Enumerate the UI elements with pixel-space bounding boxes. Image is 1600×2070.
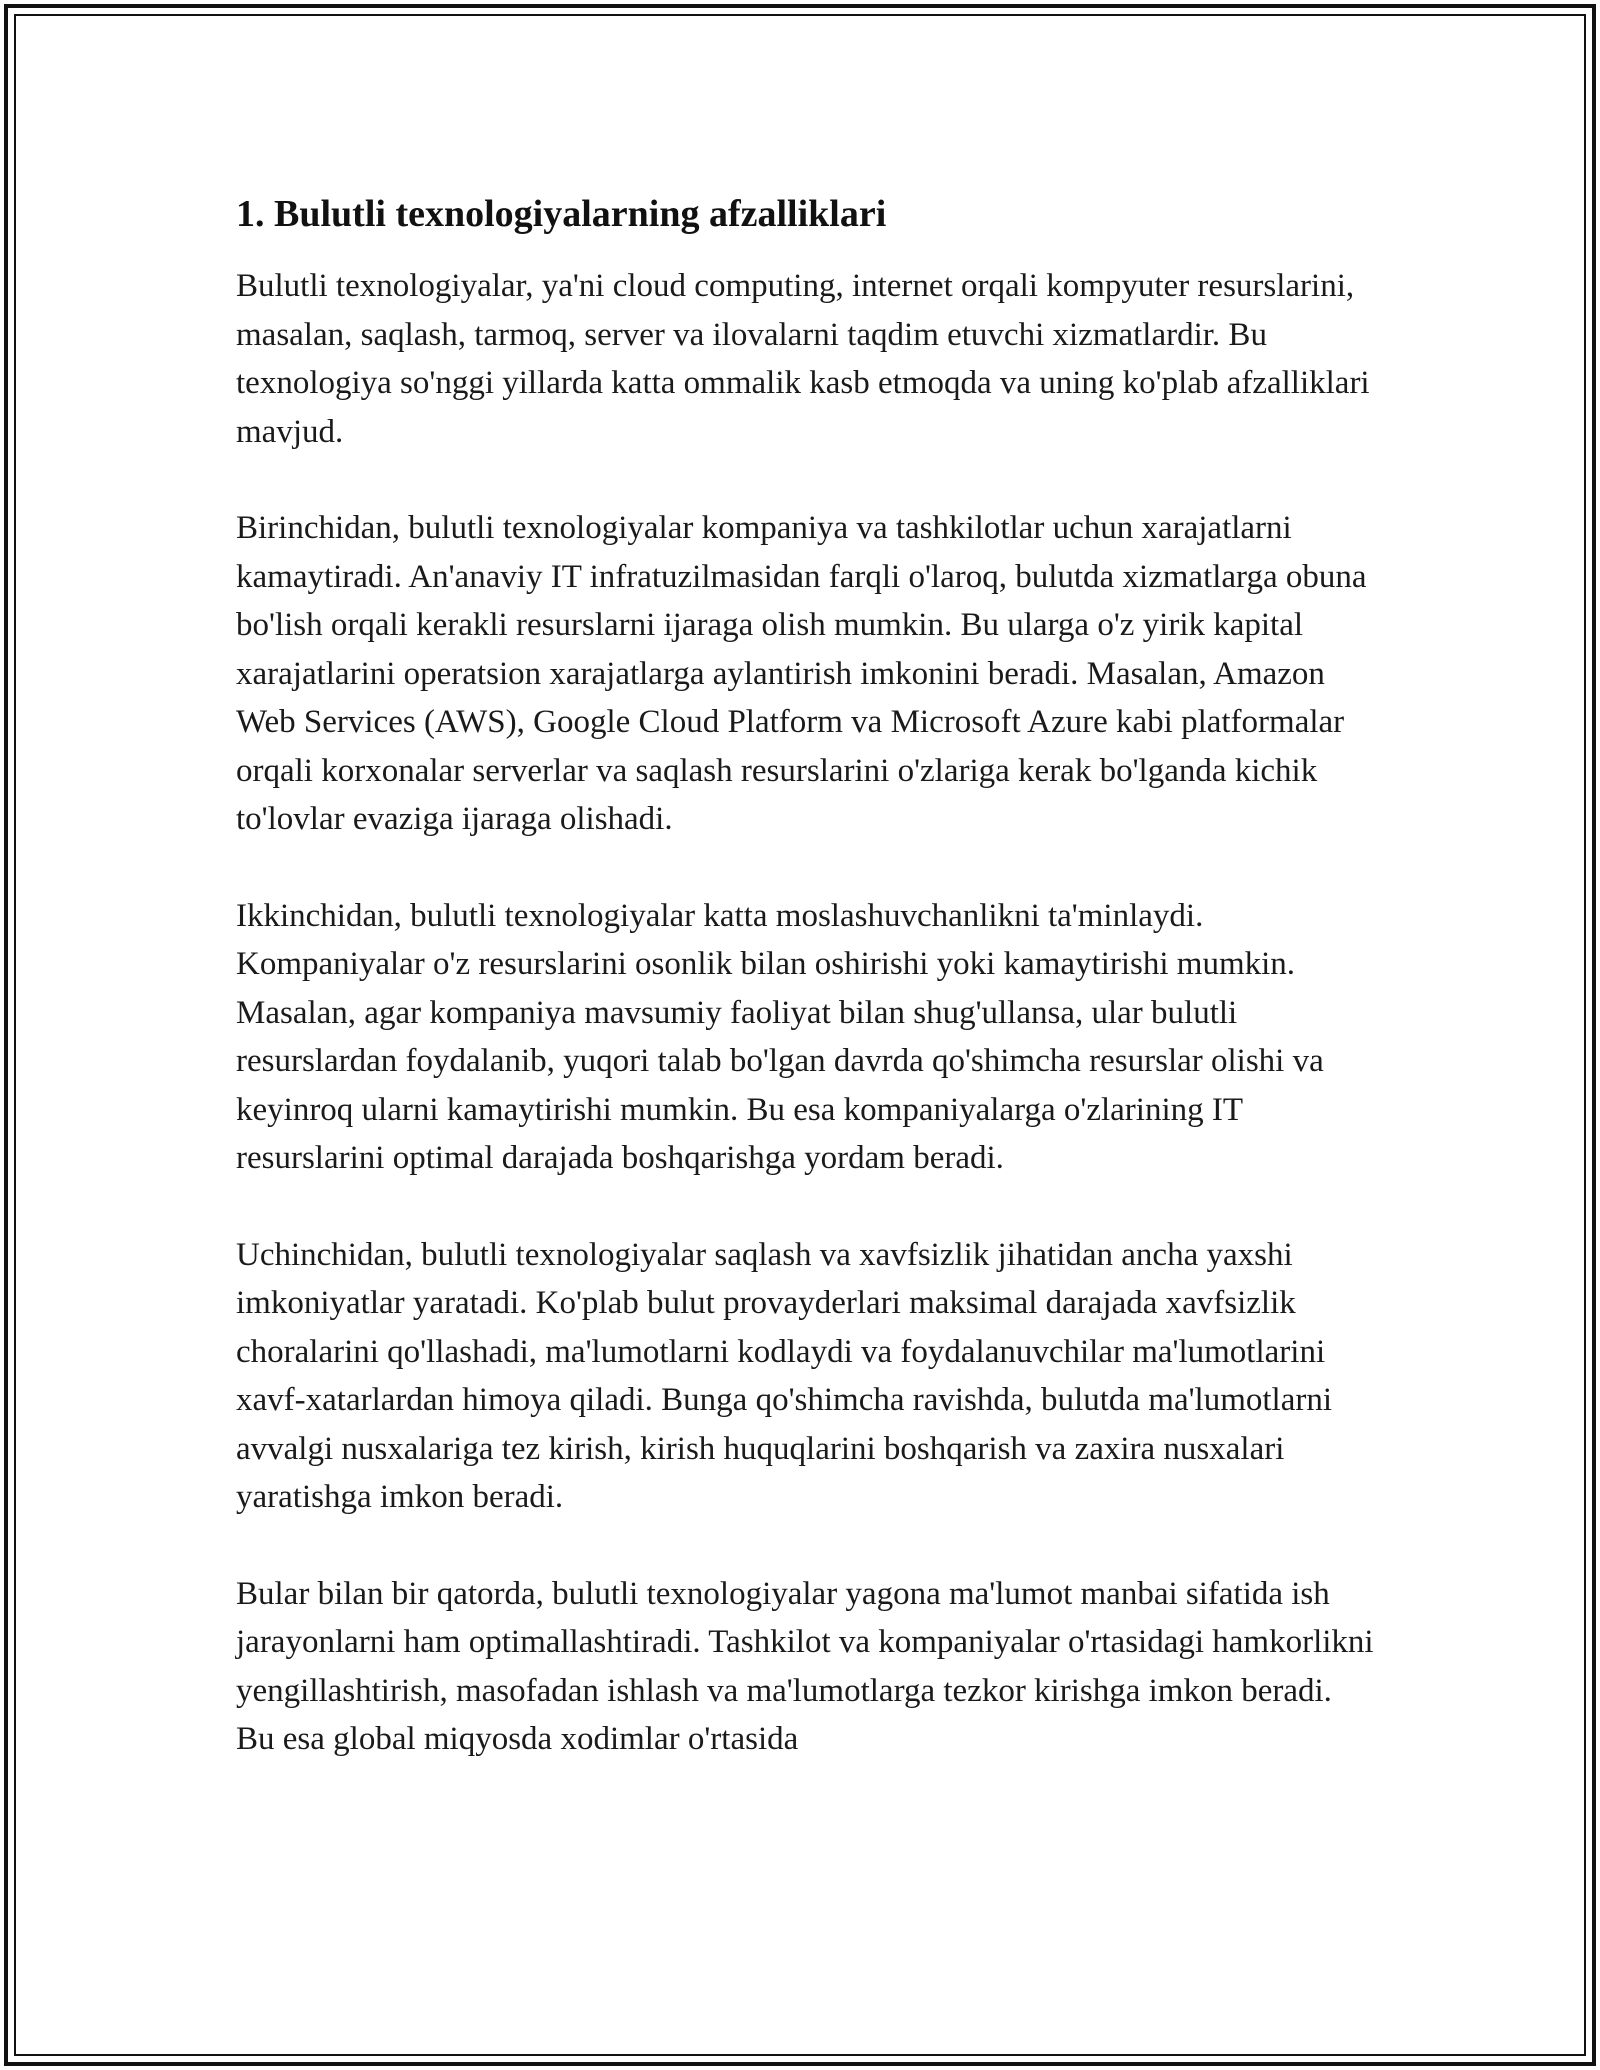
paragraph-third-advantage: Uchinchidan, bulutli texnologiyalar saqlash va xavfsizlik jihatidan ancha yaxshi imkoniyatlar yaratadi. Ko'plab bulut provayderlari maksimal darajada xavfsizlik choralarini qo'llashadi, ma'lumotlarni kodlaydi va foydalanuvchilar ma'lumotlarini xavf-xatarlardan himoya qiladi. Bunga qo'shimcha ravishda, bulutda ma'lumotlarni avvalgi nusxalariga tez kirish, kirish huquqlarini boshqarish va zaxira nusxalari yaratishga imkon beradi. [236,1236,1333,1515]
paragraph-collaboration: Bular bilan bir qatorda, bulutli texnologiyalar yagona ma'lumot manbai sifatida ish jarayonlarni ham optimallashtiradi. Tashkilot va kompaniyalar o'rtasidagi hamkorlikni yengillashtirish, masofadan ishlash va ma'lumotlarga tezkor kirishga imkon beradi. Bu esa global miqyosda xodimlar o'rtasida [236,1575,1374,1757]
paragraph-first-advantage: Birinchidan, bulutli texnologiyalar kompaniya va tashkilotlar uchun xarajatlarni kamaytiradi. An'anaviy IT infratuzilmasidan farqli o'laroq, bulutda xizmatlarga obuna bo'lish orqali kerakli resurslarni ijaraga olish mumkin. Bu ularga o'z yirik kapital xarajatlarini operatsion xarajatlarga aylantirish imkonini beradi. Masalan, Amazon Web Services (AWS), Google Cloud Platform va Microsoft Azure kabi platformalar orqali korxonalar serverlar va saqlash resurslarini o'zlariga kerak bo'lganda kichik to'lovlar evaziga ijaraga olishadi. [236,510,1367,837]
document-title: 1. Bulutli texnologiyalarning afzalliklari [236,193,887,235]
document-body [236,188,1376,1764]
paragraph-intro: Bulutli texnologiyalar, ya'ni cloud computing, internet orqali kompyuter resurslarini, masalan, saqlash, tarmoq, server va ilovalarni taqdim etuvchi xizmatlardir. Bu texnologiya so'nggi yillarda katta ommalik kasb etmoqda va uning ko'plab afzalliklari mavjud. [236,268,1370,450]
paragraph-second-advantage: Ikkinchidan, bulutli texnologiyalar katta moslashuvchanlikni ta'minlaydi. Kompaniyalar o'z resurslarini osonlik bilan oshirishi yoki kamaytirishi mumkin. Masalan, agar kompaniya mavsumiy faoliyat bilan shug'ullansa, ular bulutli resurslardan foydalanib, yuqori talab bo'lgan davrda qo'shimcha resurslar olishi va keyinroq ularni kamaytirishi mumkin. Bu esa kompaniyalarga o'zlarining IT resurslarini optimal darajada boshqarishga yordam beradi. [236,897,1324,1176]
